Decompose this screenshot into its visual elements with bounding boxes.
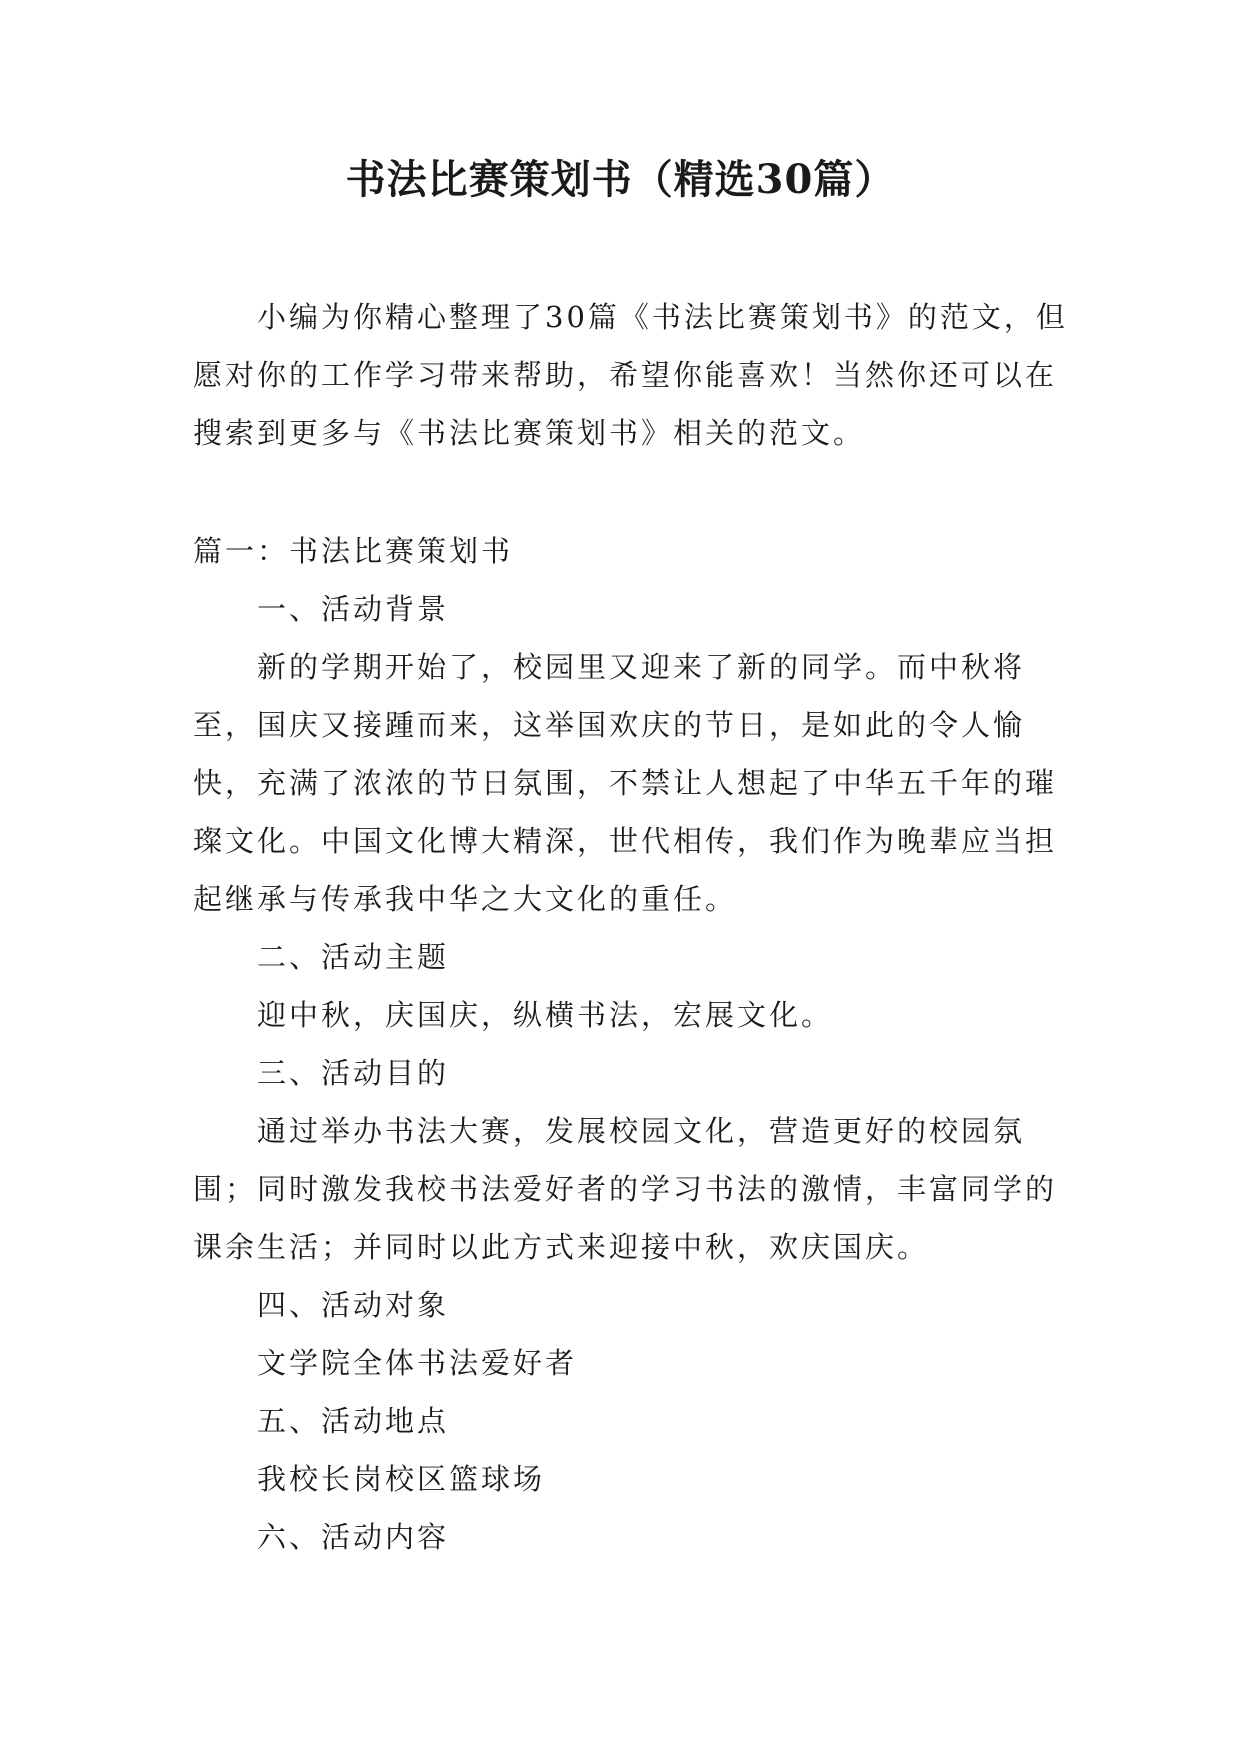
document-title: 书法比赛策划书（精选30篇） [345,156,896,203]
heading-theme: 二、活动主题 [257,940,450,974]
intro-paragraph [193,288,1073,462]
paragraph-purpose: 通过举办书法大赛，发展校园文化，营造更好的校园氛围；同时激发我校书法爱好者的学习书法的激情，丰富同学的课余生活；并同时以此方式来迎接中秋，欢庆国庆。 [193,1114,1058,1264]
section-title: 篇一：书法比赛策划书 [193,534,514,568]
document-body [193,522,1073,1566]
paragraph-theme: 迎中秋，庆国庆，纵横书法，宏展文化。 [257,998,834,1032]
paragraph-audience: 文学院全体书法爱好者 [257,1346,578,1380]
heading-purpose: 三、活动目的 [257,1056,450,1090]
heading-audience: 四、活动对象 [257,1288,450,1322]
paragraph-background: 新的学期开始了，校园里又迎来了新的同学。而中秋将至，国庆又接踵而来，这举国欢庆的节日，是如此的令人愉快，充满了浓浓的节日氛围，不禁让人想起了中华五千年的璀璨文化。中国文化博大精深，世代相传，我们作为晚辈应当担起继承与传承我中华之大文化的重任。 [193,650,1058,916]
heading-content: 六、活动内容 [257,1520,450,1554]
paragraph-location: 我校长岗校区篮球场 [257,1462,546,1496]
heading-location: 五、活动地点 [257,1404,450,1438]
intro-text: 小编为你精心整理了30篇《书法比赛策划书》的范文，但愿对你的工作学习带来帮助，希望你能喜欢！当然你还可以在搜索到更多与《书法比赛策划书》相关的范文。 [193,300,1068,450]
heading-background: 一、活动背景 [257,592,450,626]
